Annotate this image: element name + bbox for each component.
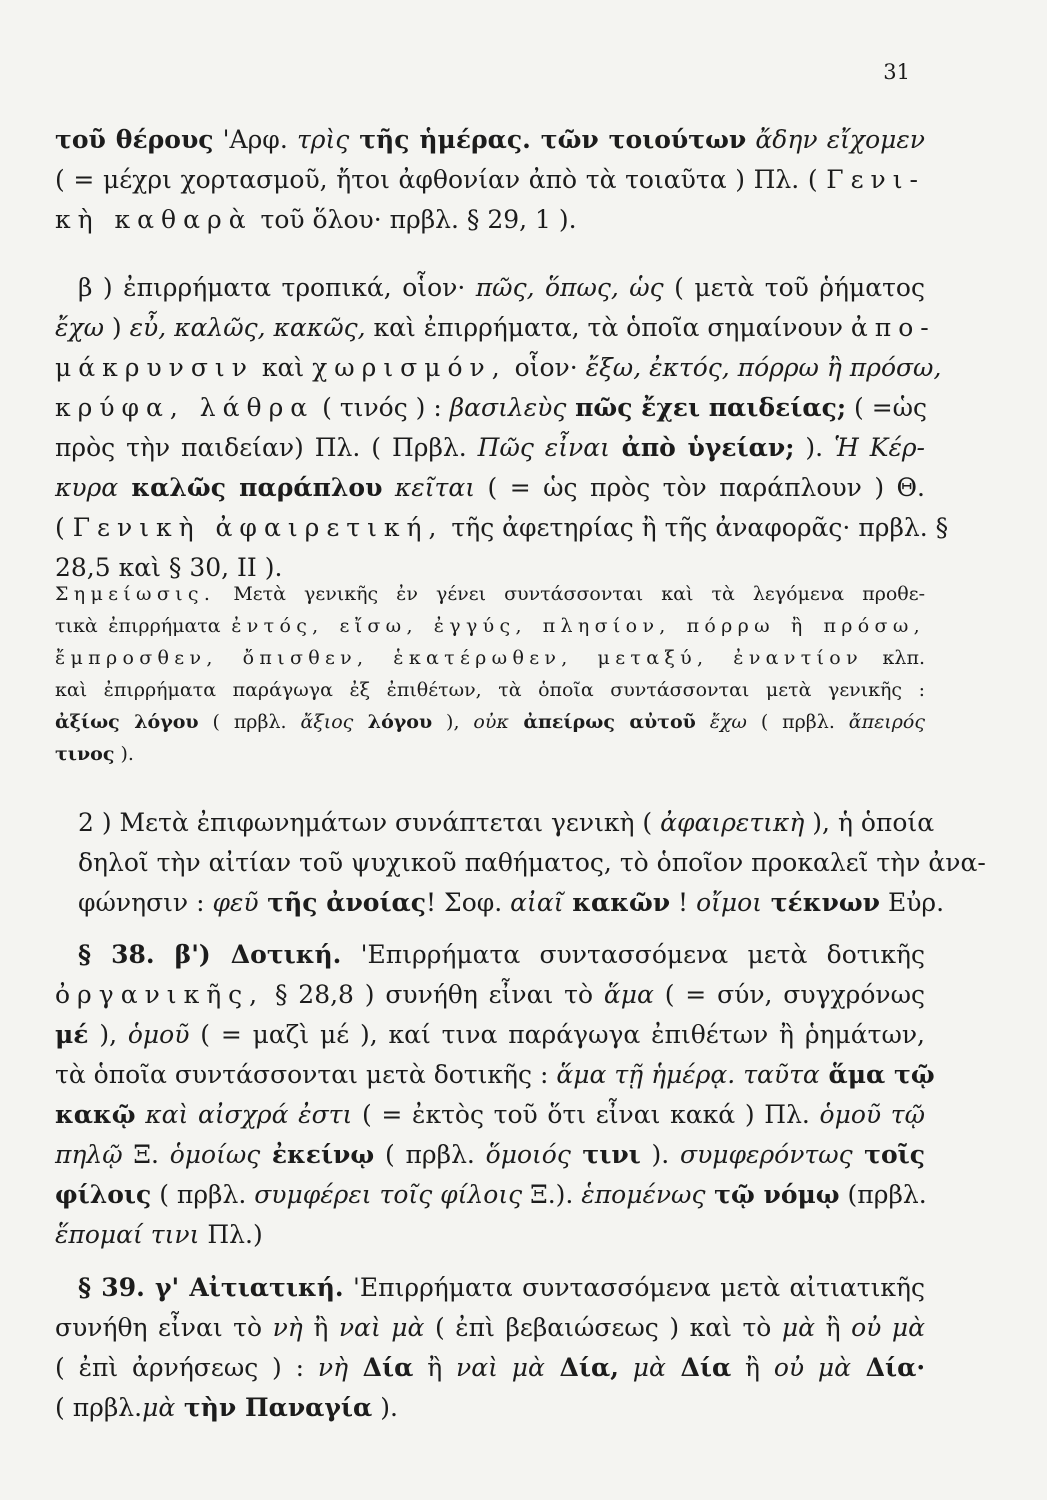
bold-text: ἅμα τῷ bbox=[819, 1060, 935, 1089]
italic-text: ἄξιος bbox=[300, 711, 354, 733]
bold-text: ἀπείρως αὐτοῦ bbox=[508, 711, 696, 733]
bold-text: Δία bbox=[665, 1353, 732, 1382]
bold-text: φίλοις bbox=[55, 1180, 152, 1209]
italic-text: κεῖται bbox=[382, 473, 476, 502]
italic-text: ἔξω, ἐκτός, πόρρω ἢ πρόσω, bbox=[585, 353, 942, 382]
text-line bbox=[55, 160, 925, 200]
italic-text: ἅμα τῇ ἡμέρᾳ. ταῦτα bbox=[556, 1060, 820, 1089]
italic-text: ἄπειρός bbox=[848, 711, 925, 733]
italic-text: ἔχω bbox=[695, 711, 747, 733]
italic-text: ὁμοῦ bbox=[127, 1020, 190, 1049]
text-run: ( μετὰ τοῦ ῥήματος bbox=[663, 273, 925, 302]
italic-text: μὰ bbox=[618, 1353, 666, 1382]
bold-text: τέκνων bbox=[762, 888, 880, 917]
text-line bbox=[55, 428, 925, 468]
italic-text: μὰ bbox=[142, 1393, 176, 1422]
bold-text: § 38. β') Δοτική. bbox=[78, 940, 342, 969]
text-run: ) bbox=[103, 313, 130, 342]
text-run: ( πρβλ. bbox=[151, 1180, 255, 1209]
text-line bbox=[55, 120, 925, 160]
text-run: ( πρβλ. bbox=[746, 711, 849, 733]
spaced-text: ἔμπροσθεν, ὄπισθεν, ἑκατέρωθεν, μεταξύ, ἐναντίον bbox=[55, 647, 863, 669]
bold-text: τῆς ἀνοίας bbox=[258, 888, 427, 917]
text-run: ( τινός ) : bbox=[314, 393, 450, 422]
bold-text: τινι bbox=[570, 1140, 641, 1169]
text-line bbox=[55, 308, 936, 348]
text-run: 2 ) Μετὰ ἐπιφωνημάτων συνάπτεται γενικὴ ( bbox=[78, 808, 661, 837]
text-run: ( = σύν, συγχρόνως bbox=[653, 980, 925, 1009]
text-run: ). bbox=[372, 1393, 398, 1422]
italic-text: νὴ bbox=[317, 1353, 349, 1382]
text-line bbox=[55, 200, 925, 240]
text-run: δηλοῖ τὴν αἰτίαν τοῦ ψυχικοῦ παθήματος, τὸ ὁποῖον προκαλεῖ τὴν ἀνα- bbox=[78, 848, 986, 877]
text-run: ! Σοφ. bbox=[426, 888, 511, 917]
text-line bbox=[55, 975, 925, 1015]
text-run: ( ἐπὶ ἀρνήσεως ) : bbox=[55, 1353, 318, 1382]
bold-text: τοῦ θέρους bbox=[55, 125, 214, 154]
text-run: ). bbox=[640, 1140, 681, 1169]
text-line bbox=[78, 803, 935, 843]
text-run: καὶ bbox=[253, 353, 313, 382]
text-run: κλπ. bbox=[862, 647, 925, 669]
bold-text: πῶς ἔχει παιδείας; bbox=[566, 393, 847, 422]
text-run: ( = μαζὶ μέ ), καί τινα παράγωγα ἐπιθέτων ἢ ῥημάτων, bbox=[189, 1020, 925, 1049]
text-run: ( πρβλ. bbox=[55, 1393, 143, 1422]
text-run: ( ἐπὶ βεβαιώσεως ) καὶ τὸ bbox=[424, 1313, 782, 1342]
text-run: Πλ.) bbox=[199, 1220, 263, 1249]
italic-text: αἰαῖ bbox=[510, 888, 564, 917]
bold-text: ἀπὸ ὑγείαν; bbox=[609, 433, 795, 462]
italic-text: οὐκ bbox=[473, 711, 509, 733]
text-line bbox=[55, 1388, 925, 1428]
text-line bbox=[55, 1215, 925, 1255]
text-line bbox=[55, 706, 925, 738]
italic-text: συμφερόντως bbox=[680, 1140, 853, 1169]
italic-text: ἀφαιρετικὴ bbox=[660, 808, 805, 837]
text-run: Ξ.). bbox=[522, 1180, 582, 1209]
text-run: ), ἡ ὁποία bbox=[804, 808, 935, 837]
italic-text: ὁμοῦ τῷ bbox=[819, 1100, 925, 1129]
text-run: τὰ ὁποῖα συντάσσονται μετὰ δοτικῆς : bbox=[55, 1060, 557, 1089]
italic-text: μὰ bbox=[781, 1313, 816, 1342]
italic-text: ναὶ μὰ bbox=[456, 1353, 545, 1382]
italic-text: ὁμοίως bbox=[169, 1140, 261, 1169]
text-line bbox=[55, 738, 925, 770]
text-run: ( πρβλ. bbox=[198, 711, 301, 733]
text-run: ( = ὡς πρὸς τὸν παράπλουν ) Θ. bbox=[475, 473, 925, 502]
spaced-text: ὀργανικῆς, bbox=[55, 980, 265, 1009]
italic-text: οὐ μὰ bbox=[851, 1313, 926, 1342]
italic-text: τρὶς bbox=[296, 125, 350, 154]
paragraph-5 bbox=[55, 935, 935, 1255]
bold-text: τινος bbox=[55, 743, 115, 765]
spaced-text: κρύφα, λάθρα bbox=[55, 393, 315, 422]
text-line bbox=[55, 1055, 935, 1095]
text-run: φώνησιν : bbox=[78, 888, 213, 917]
italic-text: νὴ bbox=[272, 1313, 303, 1342]
text-run: 'Επιρρήματα συντασσόμενα μετὰ αἰτιατικῆς bbox=[343, 1273, 925, 1302]
spaced-text: Γενι- bbox=[826, 165, 925, 194]
bold-text: τῆς ἡμέρας. bbox=[349, 125, 531, 154]
bold-text: λόγου bbox=[353, 711, 433, 733]
paragraph-3-note bbox=[55, 578, 925, 770]
text-run: ( = ἐκτὸς τοῦ ὅτι εἶναι κακά ) Πλ. bbox=[352, 1100, 820, 1129]
text-run: ). bbox=[114, 743, 134, 765]
text-line bbox=[55, 610, 925, 642]
italic-text: πῶς, ὅπως, ὡς bbox=[475, 273, 664, 302]
bold-text: § 39. γ' Αἰτιατική. bbox=[78, 1273, 344, 1302]
text-line bbox=[55, 1308, 925, 1348]
paragraph-2 bbox=[55, 268, 949, 588]
text-run: (πρβλ. bbox=[839, 1180, 927, 1209]
text-run: καὶ ἐπιρρήματα παράγωγα ἐξ ἐπιθέτων, τὰ ὁποῖα συντάσσονται μετὰ γενικῆς : bbox=[55, 679, 925, 701]
text-line bbox=[55, 508, 949, 548]
bold-text: Δία· bbox=[851, 1353, 926, 1382]
text-line bbox=[55, 1135, 925, 1175]
text-run: ἢ bbox=[815, 1313, 852, 1342]
italic-text: ὅμοιός bbox=[485, 1140, 571, 1169]
spaced-text: ἀπο- bbox=[850, 313, 936, 342]
text-run: πρὸς τὴν παιδείαν) Πλ. ( Πρβλ. bbox=[55, 433, 478, 462]
bold-text: Δία bbox=[348, 1353, 414, 1382]
bold-text: ἐκείνῳ bbox=[260, 1140, 375, 1169]
text-run: Ξ. bbox=[122, 1140, 170, 1169]
bold-text: τῷ νόμῳ bbox=[705, 1180, 840, 1209]
spaced-text: μάκρυνσιν bbox=[55, 353, 254, 382]
text-run: ( =ὡς bbox=[846, 393, 928, 422]
spaced-text: χωρισμόν, bbox=[312, 353, 507, 382]
italic-text: ἄδην εἴχομεν bbox=[746, 125, 925, 154]
text-line bbox=[55, 1095, 925, 1135]
text-run: ( bbox=[55, 513, 73, 542]
italic-text: ἕπομαί τινι bbox=[55, 1220, 200, 1249]
paragraph-4 bbox=[78, 803, 986, 923]
italic-text: ἔχω bbox=[55, 313, 104, 342]
bold-text: τοῖς bbox=[852, 1140, 925, 1169]
italic-text: συμφέρει τοῖς φίλοις bbox=[254, 1180, 523, 1209]
text-run: τοῦ ὅλου· πρβλ. § 29, 1 ). bbox=[252, 205, 577, 234]
text-line bbox=[78, 883, 945, 923]
paragraph-6 bbox=[55, 1268, 925, 1428]
text-run: συνήθη εἶναι τὸ bbox=[55, 1313, 273, 1342]
text-run: τικὰ ἐπιρρήματα bbox=[55, 615, 232, 637]
italic-text: Πῶς εἶναι bbox=[477, 433, 610, 462]
text-run: β ) ἐπιρρήματα τροπικά, οἷον· bbox=[78, 273, 476, 302]
text-run: § 28,8 ) συνήθη εἶναι τὸ bbox=[264, 980, 604, 1009]
text-run: Μετὰ γενικῆς ἐν γένει συντάσσονται καὶ τὰ λεγόμενα προθε- bbox=[215, 583, 925, 605]
text-line bbox=[55, 935, 925, 975]
bold-text: τῶν τοιούτων bbox=[530, 125, 747, 154]
text-line bbox=[55, 674, 925, 706]
text-run: ! bbox=[670, 888, 697, 917]
italic-text: εὖ, καλῶς, κακῶς, bbox=[129, 313, 366, 342]
italic-text: οὐ μὰ bbox=[773, 1353, 852, 1382]
text-run: 'Αρφ. bbox=[213, 125, 297, 154]
text-run: Εὐρ. bbox=[880, 888, 945, 917]
italic-text: καὶ αἰσχρά ἐστι bbox=[135, 1100, 353, 1129]
text-run: καὶ ἐπιρρήματα, τὰ ὁποῖα σημαίνουν bbox=[365, 313, 851, 342]
italic-text: κυρα bbox=[55, 473, 119, 502]
spaced-text: κὴ καθαρὰ bbox=[55, 205, 253, 234]
spaced-text: ἐντός, εἴσω, ἐγγύς, πλησίον, πόρρω ἢ πρόσω, bbox=[231, 615, 925, 637]
bold-text: ἀξίως λόγου bbox=[55, 711, 199, 733]
text-line bbox=[55, 388, 928, 428]
text-run: οἷον· bbox=[506, 353, 586, 382]
text-run: ἢ bbox=[302, 1313, 339, 1342]
bold-text: τὴν Παναγία bbox=[175, 1393, 373, 1422]
spaced-text: Γενικὴ ἀφαιρετική, bbox=[72, 513, 444, 542]
text-line bbox=[55, 642, 925, 674]
text-line bbox=[55, 1175, 925, 1215]
text-run: ( = μέχρι χορτασμοῦ, ἤτοι ἀφθονίαν ἀπὸ τὰ τοιαῦτα ) Πλ. ( bbox=[55, 165, 827, 194]
text-line bbox=[55, 268, 925, 308]
italic-text: ἑπομένως bbox=[581, 1180, 706, 1209]
text-run: ). bbox=[794, 433, 835, 462]
text-line bbox=[55, 348, 942, 388]
text-run: 28,5 καὶ § 30, II ). bbox=[55, 553, 283, 582]
italic-text: ἅμα bbox=[603, 980, 654, 1009]
italic-text: οἴμοι bbox=[696, 888, 763, 917]
text-run: ( πρβλ. bbox=[374, 1140, 486, 1169]
text-line bbox=[55, 1015, 925, 1055]
text-run: 'Επιρρήματα συντασσόμενα μετὰ δοτικῆς bbox=[341, 940, 925, 969]
text-line bbox=[55, 468, 925, 508]
bold-text: καλῶς παράπλου bbox=[118, 473, 383, 502]
text-line bbox=[55, 1348, 925, 1388]
text-line bbox=[55, 578, 925, 610]
italic-text: Ἡ Κέρ- bbox=[834, 433, 926, 462]
text-line bbox=[78, 843, 986, 883]
text-run: τῆς ἀφετηρίας ἢ τῆς ἀναφορᾶς· πρβλ. § bbox=[443, 513, 949, 542]
italic-text: πηλῷ bbox=[55, 1140, 123, 1169]
italic-text: ναὶ μὰ bbox=[338, 1313, 425, 1342]
bold-text: κακῷ bbox=[55, 1100, 136, 1129]
italic-text: βασιλεὺς bbox=[449, 393, 567, 422]
bold-text: μέ bbox=[55, 1020, 89, 1049]
text-line bbox=[55, 1268, 925, 1308]
text-run: ἢ bbox=[731, 1353, 774, 1382]
paragraph-1 bbox=[55, 120, 925, 240]
page-number: 31 bbox=[883, 60, 910, 84]
text-run: ), bbox=[432, 711, 474, 733]
bold-text: κακῶν bbox=[563, 888, 671, 917]
spaced-text: Σημείωσις. bbox=[55, 583, 216, 605]
text-run: ἢ bbox=[413, 1353, 457, 1382]
italic-text: φεῦ bbox=[212, 888, 259, 917]
text-run: ), bbox=[88, 1020, 128, 1049]
bold-text: Δία, bbox=[544, 1353, 619, 1382]
